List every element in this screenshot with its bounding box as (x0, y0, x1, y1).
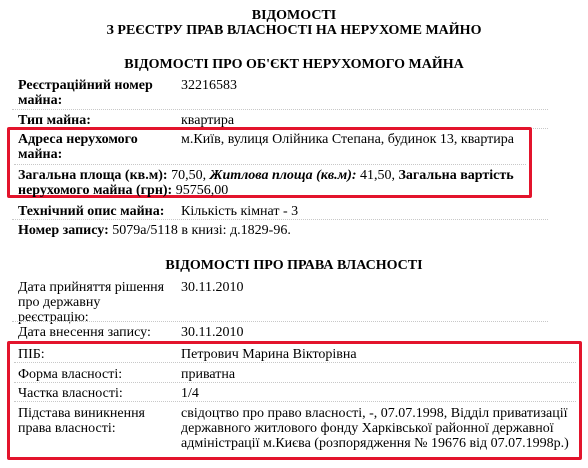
area-and-value-block (18, 168, 524, 198)
decision-date-value: 30.11.2010 (181, 280, 244, 295)
address-label: Адреса нерухомого майна: (18, 132, 138, 162)
total-area-label: Загальна площа (кв.м): (18, 168, 168, 183)
separator (14, 362, 576, 363)
total-value-label-part1: Загальна вартість (398, 168, 514, 183)
ownership-form-label: Форма власності: (18, 367, 123, 382)
document-title: ВІДОМОСТІ (251, 8, 337, 23)
total-value-label-part2: нерухомого майна (грн): (18, 183, 173, 198)
separator (14, 382, 576, 383)
property-type-value: квартира (181, 113, 235, 128)
record-number-row (18, 223, 291, 238)
separator (12, 219, 548, 220)
total-area-value: 70,50, (171, 168, 207, 183)
separator (12, 321, 548, 322)
tech-desc-label: Технічний опис майна: (18, 204, 165, 219)
reg-number-value: 32216583 (181, 78, 237, 93)
owner-name-value: Петрович Марина Вікторівна (181, 347, 357, 362)
total-value-value: 95756,00 (175, 183, 229, 198)
record-book-label: в книзі: (181, 223, 227, 238)
reg-number-label: Реєстраційний номер майна: (18, 78, 153, 108)
document-subtitle: З РЕЄСТРУ ПРАВ ВЛАСНОСТІ НА НЕРУХОМЕ МАЙНО (106, 23, 482, 38)
decision-date-label: Дата прийняття рішення про державну реєстрацію: (18, 280, 165, 325)
ownership-basis-label: Підстава виникнення права власності: (18, 406, 145, 436)
separator (12, 109, 548, 110)
tech-desc-value: Кількість кімнат - 3 (181, 204, 299, 219)
record-number-value: 5079а/5118 (112, 223, 178, 238)
separator (14, 164, 526, 165)
rights-section-heading: ВІДОМОСТІ ПРО ПРАВА ВЛАСНОСТІ (165, 258, 423, 273)
ownership-basis-value: свідоцтво про право власності, -, 07.07.1998, Відділ приватизації державного житлового фонду Харківської районної державної адміністрації м.Києва (розпорядження № 19676 від 07.07.1998р.) (181, 406, 569, 451)
object-section-heading: ВІДОМОСТІ ПРО ОБ'ЄКТ НЕРУХОМОГО МАЙНА (124, 57, 464, 72)
entry-date-value: 30.11.2010 (181, 325, 244, 340)
record-book-value: д.1829-96. (230, 223, 291, 238)
living-area-value: 41,50, (360, 168, 396, 183)
owner-name-label: ПІБ: (18, 347, 45, 362)
address-value: м.Київ, вулиця Олійника Степана, будинок 13, квартира (181, 132, 514, 147)
ownership-share-value: 1/4 (181, 386, 199, 401)
ownership-share-label: Частка власності: (18, 386, 123, 401)
living-area-label: Житлова площа (кв.м): (209, 168, 357, 183)
record-number-label: Номер запису: (18, 223, 109, 238)
property-type-label: Тип майна: (18, 113, 91, 128)
ownership-form-value: приватна (181, 367, 236, 382)
separator (14, 401, 576, 402)
entry-date-label: Дата внесення запису: (18, 325, 151, 340)
